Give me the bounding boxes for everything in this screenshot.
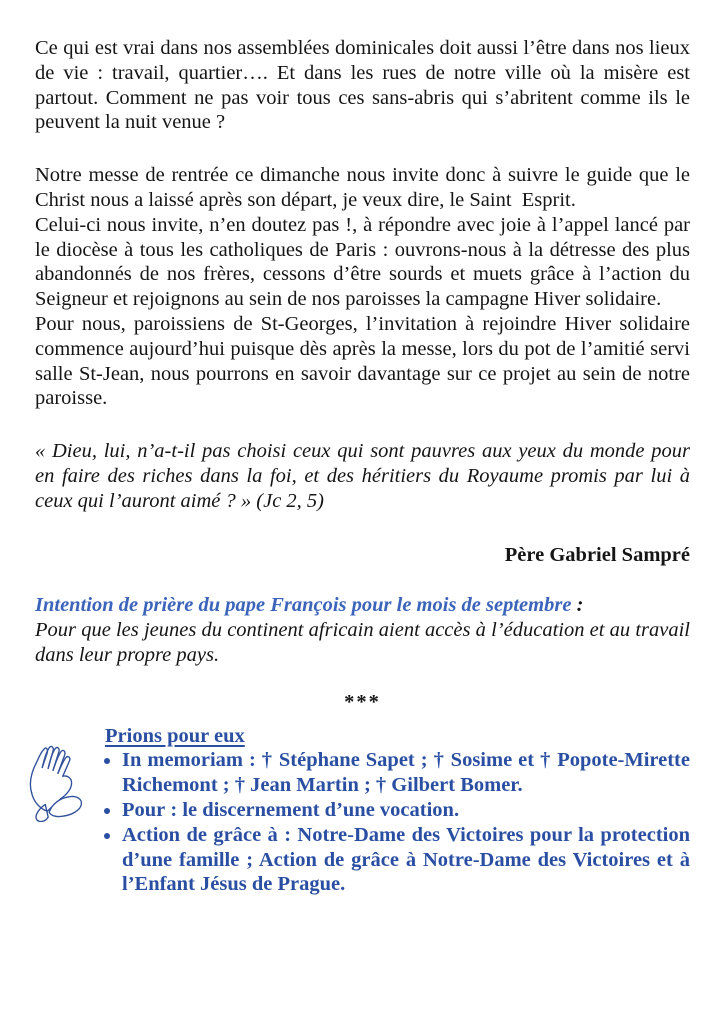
prayer-title-text: Prions pour eux — [105, 724, 245, 747]
intention-heading-text: Intention de prière du pape François pour le mois de septembre — [35, 594, 572, 617]
messe-paragraph-3: Pour nous, paroissiens de St-Georges, l’invitation à rejoindre Hiver solidaire commence aujourd’hui puisque dès après la messe, lors du pot de l’amitié servi salle St-Jean, nous pourrons en savoir davantage sur ce projet au sein de notre paroisse. — [35, 312, 690, 410]
prayer-title — [105, 724, 690, 749]
prayer-item-in-memoriam: • In memoriam : † Stéphane Sapet ; † Sosime et † Popote-Mirette Richemont ; † Jean Martin ; † Gilbert Bomer. — [122, 748, 690, 798]
messe-paragraph-2: Celui-ci nous invite, n’en doutez pas !, à répondre avec joie à l’appel lancé par le diocèse à tous les catholiques de Paris : ouvrons-nous à la détresse des plus abandonnés de nos frères, cessons d’être sourds et muets grâce à l’action du Seigneur et rejoignons au sein de nos paroisses la campagne Hiver solidaire. — [35, 213, 690, 311]
messe-paragraph-1: Notre messe de rentrée ce dimanche nous invite donc à suivre le guide que le Christ nous a laissé après son départ, je veux dire, le Saint Esprit. — [35, 164, 690, 211]
praying-hands-icon — [21, 744, 89, 822]
intention-text: Pour que les jeunes du continent africain aient accès à l’éducation et au travail dans leur propre pays. — [35, 619, 690, 666]
pope-intention-block — [35, 593, 690, 667]
prayer-section — [35, 724, 690, 898]
intention-heading-colon: : — [571, 594, 584, 617]
author-signature: Père Gabriel Sampré — [504, 543, 690, 566]
section-separator: *** — [344, 690, 381, 713]
prayer-item-vocation: • Pour : le discernement d’une vocation. — [122, 798, 690, 823]
prayer-list — [105, 748, 690, 897]
intro-paragraph: Ce qui est vrai dans nos assemblées dominicales doit aussi l’être dans nos lieux de vie : travail, quartier…. Et dans les rues de notre ville où la misère est partout. Comment ne pas voir tous ces sans-abris qui s’abritent comme ils le peuvent la nuit venue ? — [35, 37, 690, 134]
intention-heading — [35, 593, 690, 618]
prayer-item-action-de-grace: • Action de grâce à : Notre-Dame des Victoires pour la protection d’une famille ; Action de grâce à Notre-Dame des Victoires et à l’Enfant Jésus de Prague. — [122, 823, 690, 897]
prayer-content — [105, 724, 690, 898]
scripture-quote: « Dieu, lui, n’a-t-il pas choisi ceux qui sont pauvres aux yeux du monde pour en faire des riches dans la foi, et des héritiers du Royaume promis par lui à ceux qui l’auront aimé ? » (Jc 2, 5) — [35, 440, 690, 512]
